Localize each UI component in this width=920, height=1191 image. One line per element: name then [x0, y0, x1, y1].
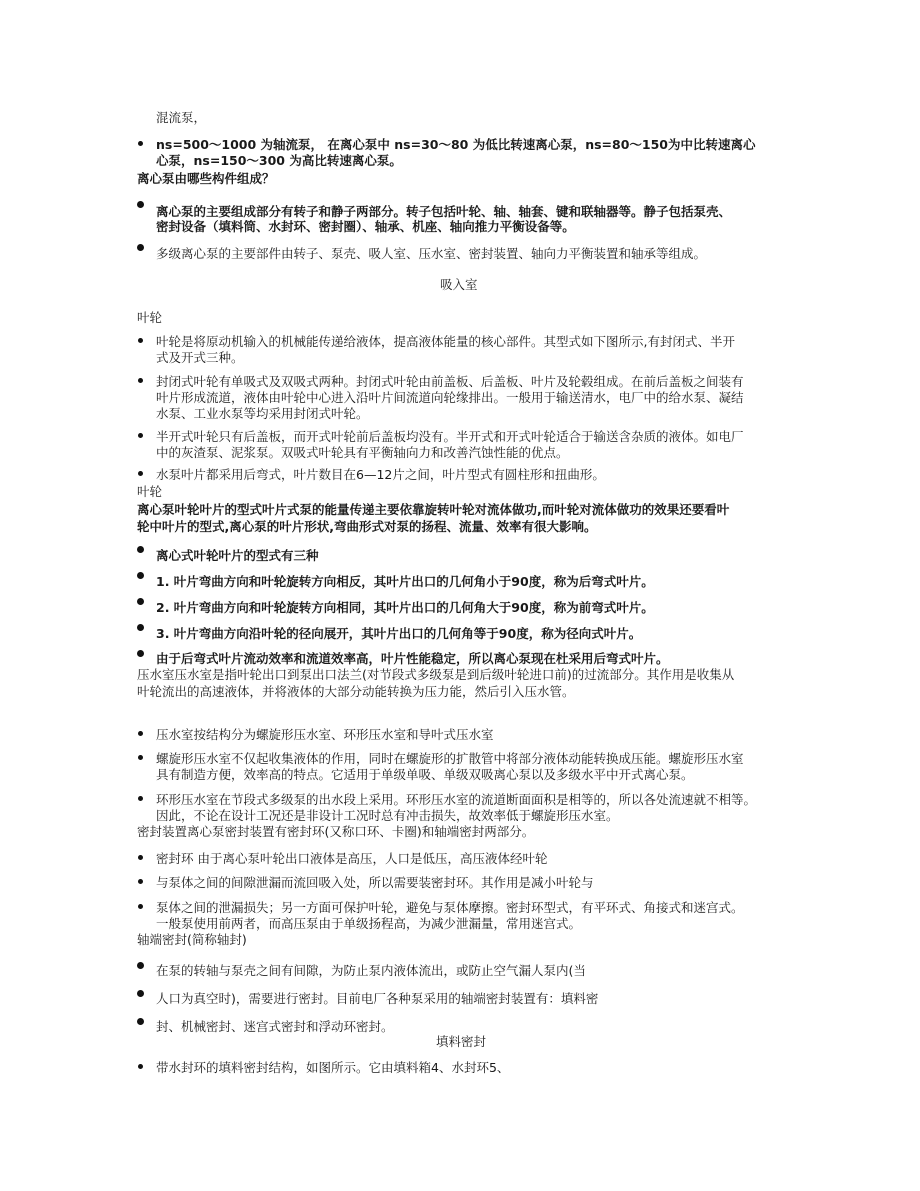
bullet-icon [138, 433, 143, 438]
text-line: 因此，不论在设计工况还是非设计工况时总有冲击损失，故效率低于螺旋形压水室。 [156, 808, 619, 823]
bullet-icon [138, 855, 143, 860]
text-line: 压水室按结构分为螺旋形压水室、环形压水室和导叶式压水室 [156, 727, 494, 742]
text-line: 泵体之间的泄漏损失；另一方面可保护叶轮，避免与泵体摩擦。密封环型式，有平环式、角接式和迷宫式。 [156, 900, 744, 915]
bullet-icon [137, 1018, 144, 1025]
bullet-icon [138, 796, 143, 801]
text-line: 叶片形成流道，液体由叶轮中心进入沿叶片间流道向轮缘排出。一般用于输送清水，电厂中的给水泵、凝结 [156, 390, 744, 405]
text-line: 离心泵叶轮叶片的型式叶片式泵的能量传递主要依靠旋转叶轮对流体做功,而叶轮对流体做功的效果还要看叶 [137, 502, 730, 517]
bullet-icon [138, 755, 143, 760]
bullet-icon [138, 731, 143, 736]
bullet-icon [137, 572, 144, 579]
bullet-icon [137, 962, 144, 969]
bullet-icon [137, 598, 144, 605]
text-line: 一般泵使用前两者，而高压泵由于单级扬程高，为减少泄漏量，常用迷宫式。 [156, 916, 582, 931]
text-line: ns=500～1000 为轴流泵， 在离心泵中 ns=30～80 为低比转速离心泵，ns=80～150为中比转速离心 [156, 137, 756, 152]
text-line: 离心式叶轮叶片的型式有三种 [156, 548, 319, 563]
bullet-icon [138, 471, 143, 476]
text-line: 多级离心泵的主要部件由转子、泵壳、吸人室、压水室、密封装置、轴向力平衡装置和轴承等组成。 [156, 246, 707, 261]
text-line: 带水封环的填料密封结构，如图所示。它由填料箱4、水封环5、 [156, 1060, 510, 1075]
text-line: 半开式叶轮只有后盖板，而开式叶轮前后盖板均没有。半开式和开式叶轮适合于输送含杂质的液体。如电厂 [156, 429, 744, 444]
bullet-icon [138, 1064, 143, 1069]
section-heading: 填料密封 [436, 1034, 487, 1049]
section-heading: 叶轮 [137, 484, 163, 499]
text-line: 螺旋形压水室不仅起收集液体的作用，同时在螺旋形的扩散管中将部分液体动能转换成压能。螺旋形压水室 [156, 751, 744, 766]
bullet-icon [138, 879, 143, 884]
section-heading: 密封装置离心泵密封装置有密封环(又称口环、卡圈)和轴端密封两部分。 [137, 824, 535, 839]
text-line: 水泵叶片都采用后弯式，叶片数目在6—12片之间，叶片型式有圆柱形和扭曲形。 [156, 467, 605, 482]
bullet-icon [137, 546, 144, 553]
bullet-icon [137, 990, 144, 997]
text-line: 压水室压水室是指叶轮出口到泵出口法兰(对节段式多级泵是到后级叶轮进口前)的过流部分。其作用是收集从 [137, 667, 735, 682]
bullet-icon [137, 244, 144, 251]
bullet-icon [138, 141, 143, 146]
text-line: 叶轮是将原动机输入的机械能传递给液体，提高液体能量的核心部件。其型式如下图所示,有封闭式、半开 [156, 334, 735, 349]
text-line: 中的灰渣泵、泥浆泵。双吸式叶轮具有平衡轴向力和改善汽蚀性能的优点。 [156, 445, 569, 460]
text-line: 水泵、工业水泵等均采用封闭式叶轮。 [156, 406, 369, 421]
text-line: 1. 叶片弯曲方向和叶轮旋转方向相反，其叶片出口的几何角小于90度，称为后弯式叶片。 [156, 574, 654, 589]
text-line: 轮中叶片的型式,离心泵的叶片形状,弯曲形式对泵的扬程、流量、效率有很大影响。 [137, 519, 597, 534]
bullet-icon [137, 624, 144, 631]
text-line: 密封设备（填料筒、水封环、密封圈）、轴承、机座、轴向推力平衡设备等。 [156, 219, 575, 234]
text-line: 离心泵的主要组成部分有转子和静子两部分。转子包括叶轮、轴、轴套、键和联轴器等。静子包括泵壳、 [156, 204, 732, 219]
section-heading: 轴端密封(简称轴封) [137, 932, 247, 947]
text-line: 密封环 由于离心泵叶轮出口液体是高压，人口是低压，高压液体经叶轮 [156, 851, 548, 866]
text-line: 心泵，ns=150～300 为高比转速离心泵。 [156, 153, 402, 168]
text-line: 封、机械密封、迷宫式密封和浮动环密封。 [156, 1019, 394, 1034]
section-heading: 吸入室 [440, 277, 478, 292]
text-line: 2. 叶片弯曲方向和叶轮旋转方向相同，其叶片出口的几何角大于90度，称为前弯式叶片。 [156, 600, 654, 615]
text-line: 3. 叶片弯曲方向沿叶轮的径向展开，其叶片出口的几何角等于90度，称为径向式叶片。 [156, 626, 642, 641]
text-line: 叶轮流出的高速液体，并将液体的大部分动能转换为压力能，然后引入压水管。 [137, 684, 575, 699]
text-line: 环形压水室在节段式多级泵的出水段上采用。环形压水室的流道断面面积是相等的，所以各处流速就不相等。 [156, 792, 757, 807]
text-line: 在泵的转轴与泵壳之间有间隙，为防止泵内液体流出，或防止空气漏人泵内(当 [156, 963, 586, 978]
text-line: 混流泵， [156, 110, 207, 125]
bullet-icon [137, 201, 144, 208]
section-heading: 叶轮 [137, 310, 163, 325]
text-line: 由于后弯式叶片流动效率和流道效率高，叶片性能稳定，所以离心泵现在杜采用后弯式叶片。 [156, 651, 669, 666]
text-line: 与泵体之间的间隙泄漏而流回吸入处，所以需要装密封环。其作用是减小叶轮与 [156, 875, 594, 890]
text-line: 式及开式三种。 [156, 350, 244, 365]
bullet-icon [137, 650, 144, 657]
bullet-icon [138, 904, 143, 909]
text-line: 封闭式叶轮有单吸式及双吸式两种。封闭式叶轮由前盖板、后盖板、叶片及轮毂组成。在前后盖板之间装有 [156, 374, 744, 389]
text-line: 具有制造方便，效率高的特点。它适用于单级单吸、单级双吸离心泵以及多级水平中开式离心泵。 [156, 767, 694, 782]
text-line: 人口为真空时)，需要进行密封。目前电厂各种泵采用的轴端密封装置有：填料密 [156, 991, 599, 1006]
bullet-icon [138, 338, 143, 343]
section-heading: 离心泵由哪些构件组成？ [137, 171, 275, 186]
bullet-icon [138, 378, 143, 383]
